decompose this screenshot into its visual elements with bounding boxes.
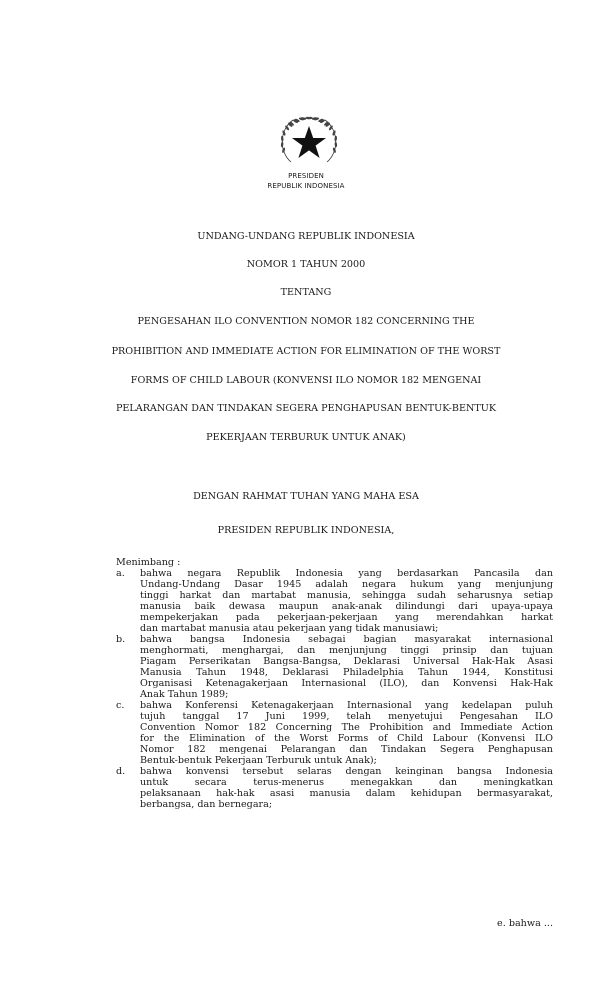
preamble-line-1: DENGAN RAHMAT TUHAN YANG MAHA ESA [193, 491, 419, 502]
item-text-line: berbangsa, dan bernegara; [140, 799, 273, 810]
title-line: NOMOR 1 TAHUN 2000 [246, 259, 366, 270]
item-text-line: Anak Tahun 1989; [140, 689, 229, 700]
wreath-leaf [332, 147, 336, 153]
item-text-line: Manusia Tahun 1948, Deklarasi Philadelphia Tahun 1944, Konstitusi [140, 667, 553, 678]
item-text-line: Nomor 182 mengenai Pelarangan dan Tindakan Segera Penghapusan [140, 744, 553, 755]
consideration-item [116, 700, 553, 766]
preamble-line-2: PRESIDEN REPUBLIK INDONESIA, [217, 525, 395, 536]
item-text-line: Undang-Undang Dasar 1945 adalah negara hukum yang menjunjung [140, 579, 553, 590]
title-line: PELARANGAN DAN TINDAKAN SEGERA PENGHAPUSAN BENTUK-BENTUK [115, 403, 497, 414]
consideration-item [116, 568, 553, 634]
consideration-item [116, 634, 553, 700]
item-letter: b. [116, 634, 126, 645]
item-text-line: dan martabat manusia atau pekerjaan yang tidak manusiawi; [140, 623, 439, 634]
star-icon [292, 126, 326, 158]
page-continuation: e. bahwa ... [497, 918, 553, 929]
letterhead-line-1: PRESIDEN [288, 172, 324, 180]
title-line: TENTANG [280, 287, 332, 298]
item-text-line: Organisasi Ketenagakerjaan Internasional (ILO), dan Konvensi Hak-Hak [140, 678, 553, 689]
item-text-line: bahwa Konferensi Ketenagakerjaan Internasional yang kedelapan puluh [140, 700, 553, 711]
title-line: PEKERJAAN TERBURUK UNTUK ANAK) [206, 432, 406, 443]
item-text-line: tinggi harkat dan martabat manusia, sehingga sudah seharusnya setiap [140, 590, 553, 601]
title-line: PROHIBITION AND IMMEDIATE ACTION FOR ELIMINATION OF THE WORST [111, 346, 501, 357]
item-text-line: bahwa konvensi tersebut selaras dengan keinginan bangsa Indonesia [140, 766, 553, 777]
wreath-leaf [282, 130, 286, 136]
title-line: PENGESAHAN ILO CONVENTION NOMOR 182 CONCERNING THE [137, 316, 475, 327]
item-letter: c. [116, 700, 125, 711]
wreath-leaf [332, 130, 336, 136]
wreath-leaf [334, 136, 337, 142]
letterhead-line-2: REPUBLIK INDONESIA [267, 182, 345, 190]
item-text-line: pelaksanaan hak-hak asasi manusia dalam kehidupan bermasyarakat, [140, 788, 553, 799]
menimbang-items [116, 568, 553, 810]
wreath-leaf [334, 142, 337, 148]
wreath-leaf [282, 147, 286, 153]
item-letter: d. [116, 766, 126, 777]
item-text-line: tujuh tanggal 17 Juni 1999, telah menyetujui Pengesahan ILO [140, 711, 553, 722]
item-text-line: manusia baik dewasa maupun anak-anak dilindungi dari upaya-upaya [140, 601, 553, 612]
item-text-line: menghormati, menghargai, dan menjunjung tinggi prinsip dan tujuan [140, 645, 553, 656]
item-text-line: Piagam Perserikatan Bangsa-Bangsa, Deklarasi Universal Hak-Hak Asasi [140, 656, 553, 667]
item-text-line: bahwa negara Republik Indonesia yang berdasarkan Pancasila dan [140, 568, 553, 579]
item-text-line: Bentuk-bentuk Pekerjaan Terburuk untuk Anak); [140, 755, 377, 766]
wreath-leaf [281, 136, 284, 142]
item-text-line: mempekerjakan pada pekerjaan-pekerjaan yang merendahkan harkat [140, 612, 553, 623]
menimbang-label: Menimbang : [116, 557, 181, 568]
item-text-line: bahwa bangsa Indonesia sebagai bagian masyarakat internasional [140, 634, 553, 645]
consideration-item [116, 766, 553, 810]
item-text-line: untuk secara terus-menerus menegakkan dan meningkatkan [140, 777, 553, 788]
wreath-leaf [281, 142, 284, 148]
star-wreath-emblem [277, 112, 341, 172]
title-line: FORMS OF CHILD LABOUR (KONVENSI ILO NOMOR 182 MENGENAI [130, 375, 482, 386]
title-line: UNDANG-UNDANG REPUBLIK INDONESIA [197, 231, 415, 242]
item-letter: a. [116, 568, 125, 579]
item-text-line: Convention Nomor 182 Concerning The Prohibition and Immediate Action [140, 722, 553, 733]
item-text-line: for the Elimination of the Worst Forms of Child Labour (Konvensi ILO [140, 733, 553, 744]
